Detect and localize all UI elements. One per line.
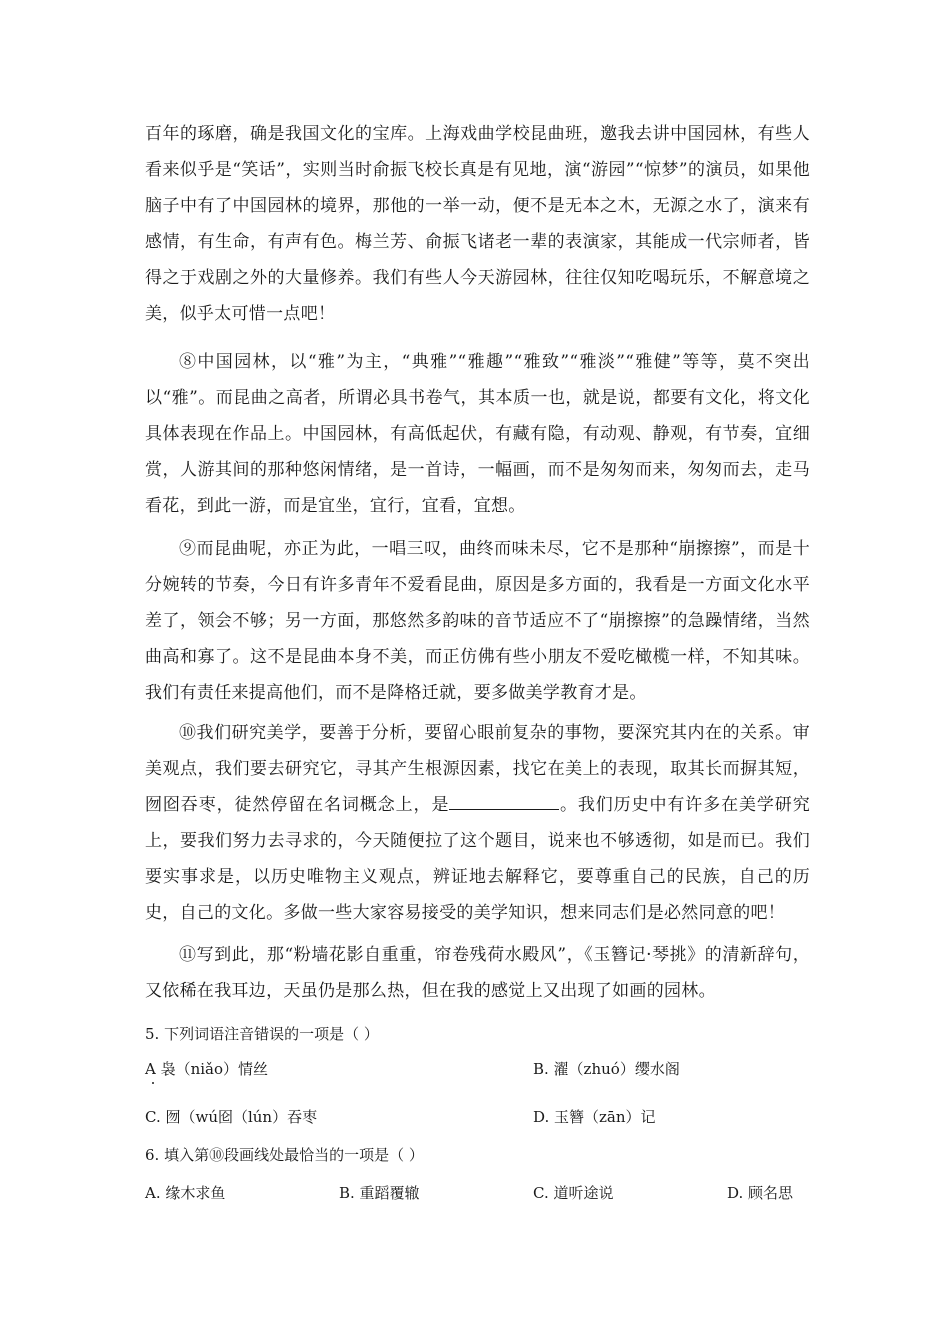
question-5-option-d: D. 玉簪（zān）记 bbox=[533, 1108, 656, 1126]
passage-paragraph-11 bbox=[145, 937, 810, 1009]
question-6-option-b: B. 重蹈覆辙 bbox=[339, 1184, 420, 1202]
paragraph-text: ⑧中国园林，以“雅”为主，“典雅”“雅趣”“雅致”“雅淡”“雅健”等等，莫不突出以“雅”。而昆曲之高者，所谓必具书卷气，其本质一也，就是说，都要有文化，将文化具体表现在作品上。中国园林，有高低起伏，有藏有隐，有动观、静观，有节奏，宜细赏，人游其间的那种悠闲情绪，是一首诗，一幅画，而不是匆匆而来，匆匆而去，走马看花，到此一游，而是宜坐，宜行，宜看，宜想。 bbox=[145, 352, 810, 516]
question-5-option-b: B. 濯（zhuó）缨水阁 bbox=[533, 1060, 680, 1078]
question-5-option-c: C. 囫（wú囵（lún）吞枣 bbox=[145, 1108, 318, 1126]
question-5-option-a: A 袅（niǎo）情丝 bbox=[145, 1060, 269, 1078]
fill-in-blank bbox=[449, 789, 559, 810]
paragraph-text: ⑨而昆曲呢，亦正为此，一唱三叹，曲终而味未尽，它不是那种“崩擦擦”，而是十分婉转的节奏，今日有许多青年不爱看昆曲，原因是多方面的，我看是一方面文化水平差了，领会不够；另一方面，那悠然多韵味的音节适应不了“崩擦擦”的急躁情绪，当然曲高和寡了。这不是昆曲本身不美，而正仿佛有些小朋友不爱吃橄榄一样，不知其味。我们有责任来提高他们，而不是降格迁就，要多做美学教育才是。 bbox=[145, 539, 810, 703]
passage-paragraph-8 bbox=[145, 344, 810, 524]
question-5-stem: 5. 下列词语注音错误的一项是（ ） bbox=[145, 1025, 379, 1043]
question-6-stem: 6. 填入第⑩段画线处最恰当的一项是（ ） bbox=[145, 1146, 424, 1164]
passage-paragraph-10 bbox=[145, 715, 810, 931]
paragraph-text-after-blank: 。我们历史中有许多在美学研究上，要我们努力去寻求的，今天随便拉了这个题目，说来也不够透彻，如是而已。我们要实事求是，以历史唯物主义观点，辨证地去解释它，要尊重自己的民族，自己的历史，自己的文化。多做一些大家容易接受的美学知识，想来同志们是必然同意的吧！ bbox=[145, 795, 810, 923]
question-6-option-c: C. 道听途说 bbox=[533, 1184, 614, 1202]
question-6-option-a: A. 缘木求鱼 bbox=[145, 1184, 226, 1202]
paragraph-text: 百年的琢磨，确是我国文化的宝库。上海戏曲学校昆曲班，邀我去讲中国园林，有些人看来似乎是“笑话”，实则当时俞振飞校长真是有见地，演“游园”“惊梦”的演员，如果他脑子中有了中国园林的境界，那他的一举一动，便不是无本之木，无源之水了，演来有感情，有生命，有声有色。梅兰芳、俞振飞诸老一辈的表演家，其能成一代宗师者，皆得之于戏剧之外的大量修养。我们有些人今天游园林，往往仅知吃喝玩乐，不解意境之美，似乎太可惜一点吧！ bbox=[145, 124, 810, 324]
paragraph-text-before-blank: ⑩我们研究美学，要善于分析，要留心眼前复杂的事物，要深究其内在的关系。审美观点，我们要去研究它，寻其产生根源因素，找它在美上的表现，取其长而摒其短，囫囵吞枣，徒然停留在名词概念上，是 bbox=[145, 723, 810, 815]
paragraph-text bbox=[145, 715, 810, 931]
stray-mark bbox=[152, 1082, 154, 1084]
question-6-option-d: D. 顾名思 bbox=[727, 1184, 794, 1202]
paragraph-text: ⑪写到此，那“粉墙花影自重重，帘卷残荷水殿风”，《玉簪记·琴挑》的清新辞句，又依稀在我耳边，天虽仍是那么热，但在我的感觉上又出现了如画的园林。 bbox=[145, 945, 810, 1001]
passage-paragraph-9 bbox=[145, 531, 810, 711]
passage-paragraph-7-continued bbox=[145, 116, 810, 332]
